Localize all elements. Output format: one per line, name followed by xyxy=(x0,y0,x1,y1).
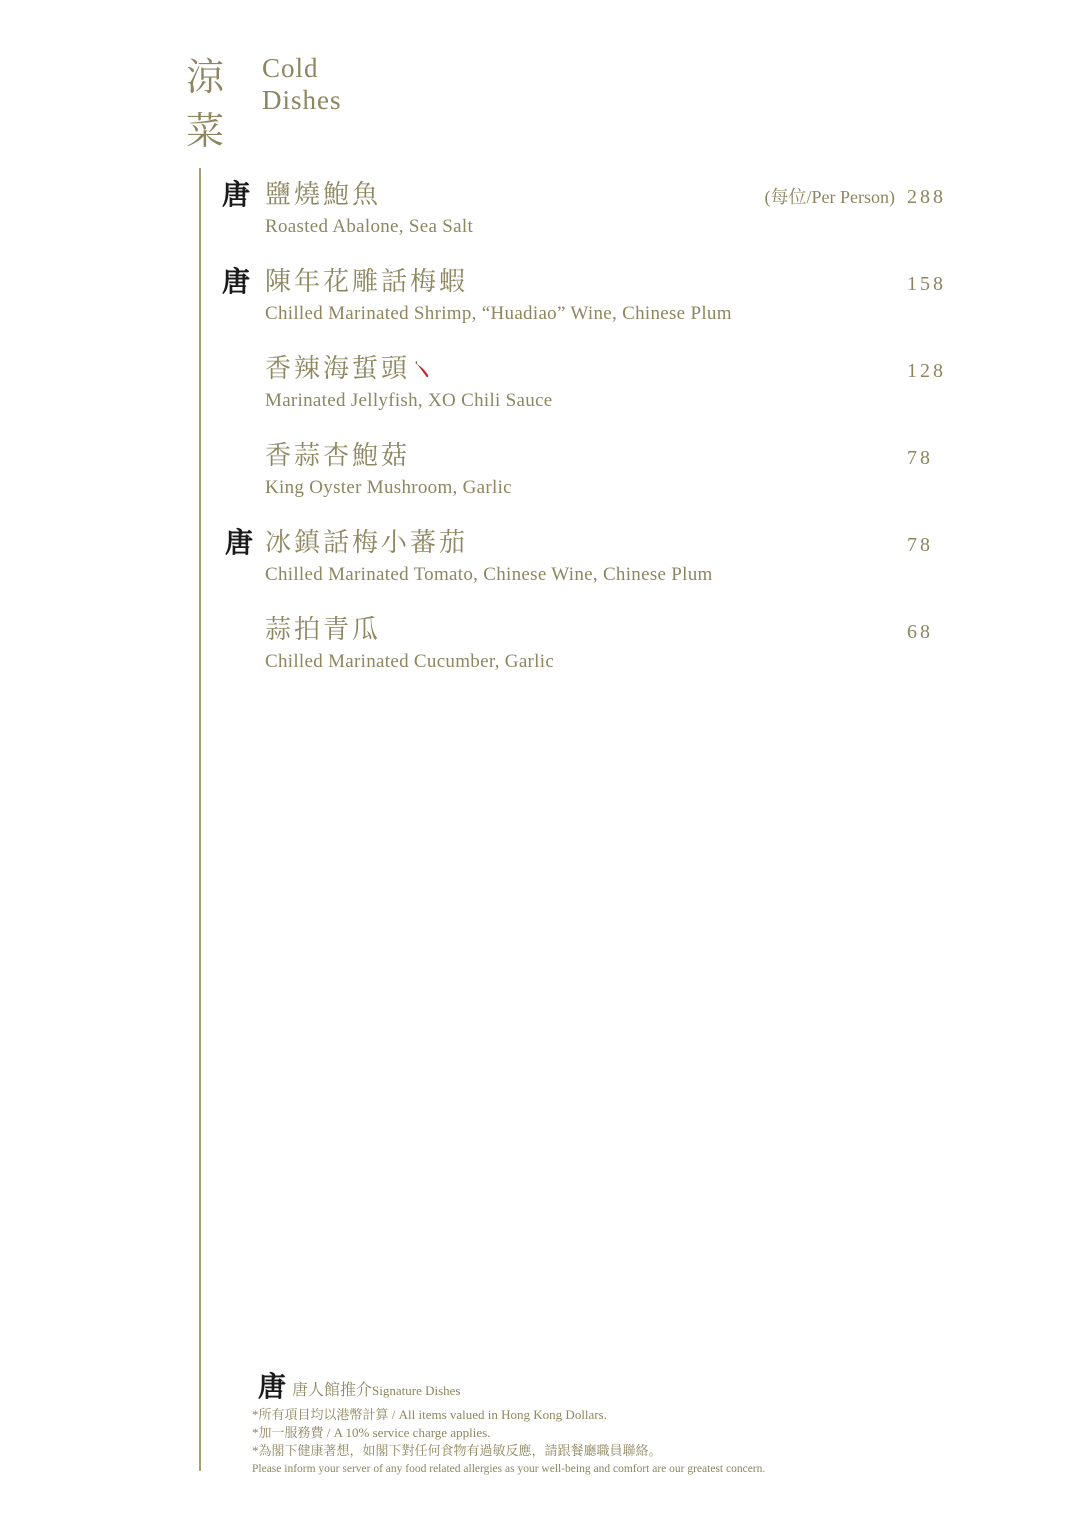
dish-name-zh: 鹽燒鮑魚 xyxy=(265,180,382,210)
dish-name-en: Chilled Marinated Tomato, Chinese Wine, Chinese Plum xyxy=(265,564,713,585)
service-charge-note: *加一服務費 / A 10% service charge applies. xyxy=(252,1425,491,1440)
dish-name-zh: 蒜拍青瓜 xyxy=(265,615,382,645)
currency-note: *所有項目均以港幣計算 / All items valued in Hong Kong Dollars. xyxy=(252,1407,607,1422)
dish-name-zh: 冰鎮話梅小蕃茄 xyxy=(265,528,469,558)
dish-price: 78 xyxy=(907,447,933,469)
signature-dish-icon: 唐 xyxy=(258,1370,287,1403)
menu-item xyxy=(265,178,965,248)
menu-item xyxy=(265,352,965,422)
dish-price: 128 xyxy=(907,360,946,382)
allergy-note-en: Please inform your server of any food related allergies as your well-being and comfort are our greatest concern. xyxy=(252,1463,766,1475)
menu-item xyxy=(265,613,965,683)
price-note: (每位/Per Person) xyxy=(764,187,895,207)
dish-price: 288 xyxy=(907,186,946,208)
dish-name-zh-text: 香辣海蜇頭 xyxy=(265,354,411,384)
section-title-zh-char-2: 菜 xyxy=(185,109,224,153)
footer-notes xyxy=(252,1372,872,1478)
section-title-chinese xyxy=(180,50,230,158)
section-title-zh-char-1: 涼 xyxy=(185,55,224,99)
dish-name-zh: 陳年花雕話梅蝦 xyxy=(265,267,469,297)
signature-legend-en: Signature Dishes xyxy=(372,1383,461,1398)
signature-legend xyxy=(252,1372,872,1406)
signature-legend-text xyxy=(292,1380,460,1401)
dish-name-zh: 香蒜杏鮑菇 xyxy=(265,441,411,471)
dish-name-en: King Oyster Mushroom, Garlic xyxy=(265,477,512,498)
signature-dish-icon: 唐 xyxy=(224,526,253,559)
signature-dish-icon: 唐 xyxy=(221,265,250,298)
menu-item xyxy=(265,439,965,509)
signature-legend-zh: 唐人館推介 xyxy=(292,1380,373,1399)
section-title-en-line-2: Dishes xyxy=(262,85,342,115)
vertical-divider xyxy=(199,168,201,1471)
dish-name-en: Marinated Jellyfish, XO Chili Sauce xyxy=(265,390,553,411)
section-title-en-line-1: Cold xyxy=(262,53,319,83)
dish-name-en: Chilled Marinated Cucumber, Garlic xyxy=(265,651,555,672)
signature-dish-icon: 唐 xyxy=(221,178,250,211)
section-title-english xyxy=(262,52,342,116)
allergy-note-zh: *為閣下健康著想，如閣下對任何食物有過敏反應，請跟餐廳職員聯絡。 xyxy=(252,1443,662,1458)
dish-price: 68 xyxy=(907,621,933,643)
dish-name-zh xyxy=(265,352,434,386)
dish-price: 78 xyxy=(907,534,933,556)
menu-item xyxy=(265,526,965,596)
chili-pepper-icon xyxy=(414,360,434,380)
dish-price: 158 xyxy=(907,273,946,295)
menu-item xyxy=(265,265,965,335)
dish-name-en: Roasted Abalone, Sea Salt xyxy=(265,216,474,237)
dish-name-en: Chilled Marinated Shrimp, “Huadiao” Wine, Chinese Plum xyxy=(265,303,732,324)
